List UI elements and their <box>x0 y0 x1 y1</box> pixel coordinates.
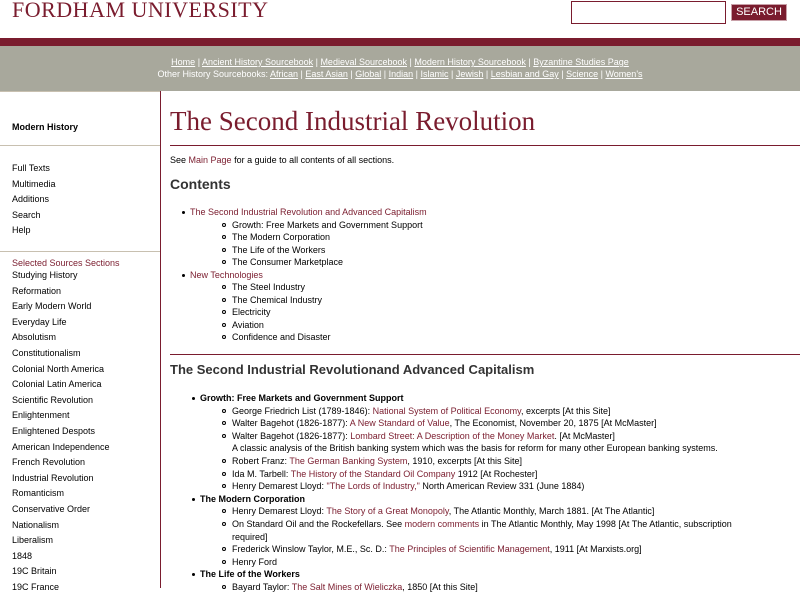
nav-separator: | <box>347 69 356 79</box>
sidebar <box>0 91 160 592</box>
page-title: The Second Industrial Revolution <box>170 106 536 136</box>
entry-text: A classic analysis of the British banking system which was the basis for reform for many other European banking systems. <box>232 443 718 454</box>
sidebar-divider <box>160 91 161 588</box>
search-input[interactable] <box>571 1 726 24</box>
entry-bullet <box>222 472 226 476</box>
site-header <box>0 0 800 38</box>
entry-bullet <box>222 421 226 425</box>
sidebar-section-absolutism[interactable]: Absolutism <box>12 332 57 343</box>
toc-sub-bullet <box>222 223 226 227</box>
sidebar-rule <box>0 145 160 146</box>
entry-text: North American Review 331 (June 1884) <box>419 481 585 492</box>
nav-primary-links <box>0 57 800 67</box>
toc-link-new-technologies[interactable]: New Technologies <box>190 269 263 280</box>
entry-bullet <box>222 560 226 564</box>
entry-text: Walter Bagehot (1826-1877): <box>232 430 351 441</box>
nav-link-global[interactable]: Global <box>355 69 382 79</box>
sidebar-section-liberalism[interactable]: Liberalism <box>12 535 54 546</box>
nav-other-label: Other History Sourcebooks: <box>157 69 268 79</box>
sidebar-rule <box>0 91 160 92</box>
nav-separator: | <box>407 57 415 67</box>
sidebar-section-19c-france[interactable]: 19C France <box>12 582 60 592</box>
toc-item-the-consumer-marketplace: The Consumer Marketplace <box>232 257 344 268</box>
entry-item <box>232 506 654 516</box>
entry-link[interactable]: National System of Political Economy <box>372 405 521 416</box>
toc-item-confidence-and-disaster: Confidence and Disaster <box>232 332 331 343</box>
toc-item-the-modern-corporation: The Modern Corporation <box>232 232 331 243</box>
entry-text: in The Atlantic Monthly, May 1998 [At The Atlantic, subscription <box>479 519 732 529</box>
toc-link-the-second-industrial-revolution-and-advanced-capitalism[interactable]: The Second Industrial Revolution and Advanced Capitalism <box>190 207 427 217</box>
sidebar-section-1848[interactable]: 1848 <box>12 550 33 561</box>
nav-separator: | <box>598 69 606 79</box>
toc-item-growth-free-markets-and-government-support: Growth: Free Markets and Government Support <box>232 219 423 230</box>
toc-bullet <box>182 274 185 277</box>
nav-separator: | <box>195 57 203 67</box>
main-page-link[interactable]: Main Page <box>188 155 232 165</box>
toc-bullet <box>182 211 185 214</box>
entry-link[interactable]: modern comments <box>404 519 480 529</box>
subsection-heading-growth-free-markets-and-government-support: Growth: Free Markets and Government Support <box>200 393 404 403</box>
entry-link[interactable]: The German Banking System <box>289 456 408 466</box>
entry-link[interactable]: The Salt Mines of Wieliczka <box>291 582 403 592</box>
sidebar-section-conservative-order[interactable]: Conservative Order <box>12 504 91 514</box>
intro-post: for a guide to all contents of all sections. <box>234 155 395 165</box>
entry-text: , 1910, excerpts [At this Site] <box>407 456 522 466</box>
subsection-heading-the-life-of-the-workers: The Life of the Workers <box>200 569 300 580</box>
entry-link[interactable]: The Story of a Great Monopoly <box>326 506 449 517</box>
nav-link-indian[interactable]: Indian <box>388 69 414 79</box>
entry-link[interactable]: The Principles of Scientific Management <box>389 544 550 555</box>
toc-sub-bullet <box>222 285 226 289</box>
header-divider <box>0 38 800 46</box>
sidebar-section-19c-britain[interactable]: 19C Britain <box>12 566 57 577</box>
nav-separator: | <box>483 69 491 79</box>
entry-bullet <box>222 409 226 413</box>
sidebar-section-studying-history[interactable]: Studying History <box>12 270 78 280</box>
entry-text: Robert Franz: <box>232 456 290 466</box>
nav-link-byzantine-studies-page[interactable]: Byzantine Studies Page <box>533 57 629 67</box>
entry-bullet <box>222 509 226 513</box>
sidebar-section-constitutionalism[interactable]: Constitutionalism <box>12 348 81 358</box>
sidebar-section-scientific-revolution[interactable]: Scientific Revolution <box>12 394 94 405</box>
nav-separator: | <box>381 69 389 79</box>
entry-text: , The Atlantic Monthly, March 1881. [At The Atlantic] <box>448 506 655 517</box>
toc-item-the-steel-industry: The Steel Industry <box>232 282 306 293</box>
entry-item <box>232 406 611 416</box>
entry-text: Henry Ford <box>232 556 278 567</box>
intro-text <box>170 155 394 165</box>
sidebar-section-romanticism[interactable]: Romanticism <box>12 488 65 499</box>
toc-sub-bullet <box>222 323 226 327</box>
sidebar-link-multimedia[interactable]: Multimedia <box>12 178 56 189</box>
intro-pre: See <box>170 155 187 165</box>
entry-text: , The Economist, November 20, 1875 [At McMaster] <box>449 418 657 429</box>
sidebar-section-colonial-north-america[interactable]: Colonial North America <box>12 363 105 374</box>
nav-separator: | <box>413 69 421 79</box>
entry-link[interactable]: A New Standard of Value <box>349 418 450 429</box>
nav-separator: | <box>448 69 456 79</box>
entry-bullet <box>222 434 226 438</box>
sidebar-section-enlightenment[interactable]: Enlightenment <box>12 410 70 421</box>
nav-link-ancient-history-sourcebook[interactable]: Ancient History Sourcebook <box>202 57 314 67</box>
nav-separator: | <box>313 57 321 67</box>
nav-link-african[interactable]: African <box>270 69 299 79</box>
entry-bullet <box>222 459 226 463</box>
entry-text: Henry Demarest Lloyd: <box>232 481 327 492</box>
entry-bullet <box>222 522 226 526</box>
section-heading: The Second Industrial Revolutionand Advanced Capitalism <box>170 362 535 377</box>
entry-bullet <box>222 585 226 589</box>
entry-item <box>232 544 642 554</box>
nav-separator: | <box>298 69 306 79</box>
sidebar-section-industrial-revolution[interactable]: Industrial Revolution <box>12 472 94 483</box>
contents-heading: Contents <box>170 176 231 192</box>
toc-item-aviation: Aviation <box>232 319 264 330</box>
sidebar-heading[interactable]: Modern History <box>12 122 79 132</box>
sidebar-section-everyday-life[interactable]: Everyday Life <box>12 316 67 327</box>
section-rule <box>170 354 800 355</box>
entry-text: Henry Demarest Lloyd: <box>232 506 327 517</box>
nav-link-east-asian[interactable]: East Asian <box>305 69 348 79</box>
sidebar-section-french-revolution[interactable]: French Revolution <box>12 457 86 468</box>
subsection-heading-the-modern-corporation: The Modern Corporation <box>200 493 305 504</box>
entry-item <box>232 519 732 529</box>
entry-item <box>232 532 268 542</box>
sidebar-link-full-texts[interactable]: Full Texts <box>12 163 50 173</box>
entry-item <box>232 431 615 441</box>
nav-link-islamic[interactable]: Islamic <box>420 69 449 79</box>
entry-text: , 1911 [At Marxists.org] <box>549 544 642 555</box>
entry-text: , 1850 [At this Site] <box>402 582 478 592</box>
sidebar-section-colonial-latin-america[interactable]: Colonial Latin America <box>12 379 102 390</box>
nav-link-women-s[interactable]: Women's <box>605 69 643 79</box>
entry-text: required] <box>232 531 268 542</box>
entry-item <box>232 481 584 491</box>
sidebar-link-search[interactable]: Search <box>12 209 41 220</box>
entry-item <box>232 469 537 479</box>
toc-sub-bullet <box>222 335 226 339</box>
nav-separator: | <box>525 57 534 67</box>
subsection-bullet <box>192 397 195 400</box>
sidebar-section-reformation[interactable]: Reformation <box>12 285 62 296</box>
entry-item <box>232 418 657 428</box>
nav-link-lesbian-and-gay[interactable]: Lesbian and Gay <box>490 69 559 79</box>
entry-text: George Friedrich List (1789-1846): <box>232 405 373 416</box>
sidebar-link-additions[interactable]: Additions <box>12 194 50 204</box>
nav-link-modern-history-sourcebook[interactable]: Modern History Sourcebook <box>414 57 526 67</box>
entry-item <box>232 582 478 592</box>
entry-link[interactable]: "The Lords of Industry," <box>326 481 420 492</box>
sources-heading[interactable]: Selected Sources Sections <box>12 258 120 268</box>
entry-text: Frederick Winslow Taylor, M.E., Sc. D.: <box>232 544 390 555</box>
sidebar-rule <box>0 251 160 252</box>
entry-item <box>232 557 277 567</box>
toc-sub-bullet <box>222 248 226 252</box>
title-rule <box>170 145 800 146</box>
nav-separator: | <box>558 69 567 79</box>
sidebar-section-nationalism[interactable]: Nationalism <box>12 519 60 530</box>
subsection-bullet <box>192 498 195 501</box>
toc-item-electricity: Electricity <box>232 307 271 318</box>
nav-bar <box>0 46 800 91</box>
entry-text: Ida M. Tarbell: <box>232 468 291 479</box>
sidebar-section-american-independence[interactable]: American Independence <box>12 441 110 452</box>
search-button[interactable]: SEARCH <box>731 4 787 21</box>
toc-item-the-chemical-industry: The Chemical Industry <box>232 294 323 305</box>
entry-text: , excerpts [At this Site] <box>520 405 611 416</box>
toc-sub-bullet <box>222 298 226 302</box>
sidebar-section-enlightened-despots[interactable]: Enlightened Despots <box>12 426 96 436</box>
nav-link-jewish[interactable]: Jewish <box>455 69 484 79</box>
toc-sub-bullet <box>222 310 226 314</box>
sidebar-link-help[interactable]: Help <box>12 225 31 235</box>
nav-link-medieval-sourcebook[interactable]: Medieval Sourcebook <box>320 57 407 67</box>
entry-text: Bayard Taylor: <box>232 582 292 592</box>
sidebar-section-early-modern-world[interactable]: Early Modern World <box>12 301 92 312</box>
site-logo[interactable]: FORDHAM UNIVERSITY <box>12 0 269 22</box>
entry-item <box>232 456 522 466</box>
nav-link-science[interactable]: Science <box>566 69 599 79</box>
nav-link-home[interactable]: Home <box>171 57 196 67</box>
subsection-bullet <box>192 573 195 576</box>
entry-text: 1912 [At Rochester] <box>455 468 538 479</box>
entry-bullet <box>222 547 226 551</box>
entry-text: . [At McMaster] <box>554 430 615 441</box>
entry-bullet <box>222 484 226 488</box>
toc-sub-bullet <box>222 260 226 264</box>
entry-item <box>232 443 718 453</box>
entry-link[interactable]: Lombard Street: A Description of the Money Market <box>350 430 555 441</box>
nav-other-sourcebooks <box>0 69 800 79</box>
toc-sub-bullet <box>222 235 226 239</box>
entry-text: Walter Bagehot (1826-1877): <box>232 418 350 429</box>
toc-item-the-life-of-the-workers: The Life of the Workers <box>232 244 326 255</box>
entry-link[interactable]: The History of the Standard Oil Company <box>290 468 456 479</box>
entry-text: On Standard Oil and the Rockefellars. See <box>232 519 405 529</box>
